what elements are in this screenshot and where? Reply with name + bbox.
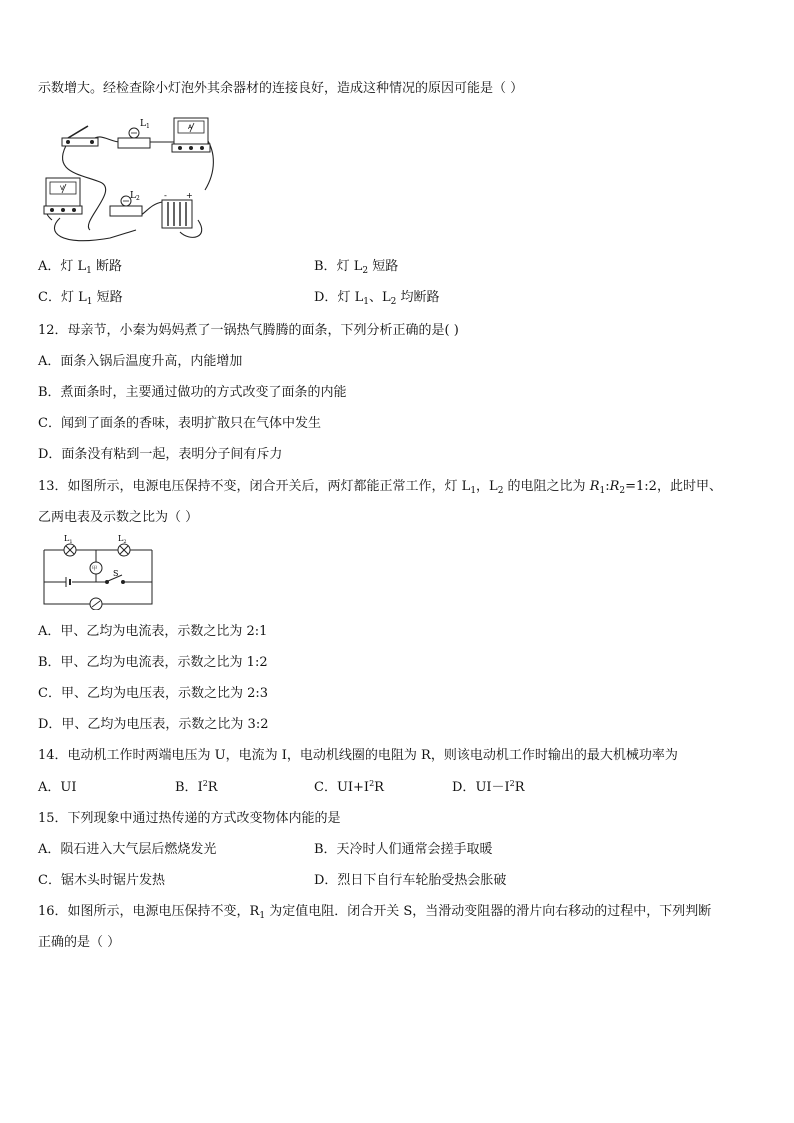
q12-option-c: C．闻到了面条的香味，表明扩散只在气体中发生 bbox=[38, 416, 321, 431]
q13-stem-line1: 13．如图所示，电源电压保持不变，闭合开关后，两灯都能正常工作，灯 $L_1$，$L_2$ 的电阻之比为 $R_1:R_2=1:2$，此时甲、 bbox=[38, 479, 722, 496]
battery-icon bbox=[162, 200, 192, 228]
q13-option-d: D．甲、乙均为电压表，示数之比为 3:2 bbox=[38, 717, 269, 732]
q14-option-d: D．$UI-I^2R$ bbox=[452, 779, 525, 795]
lamp-l1-icon bbox=[118, 128, 150, 148]
lamp-l1-icon bbox=[64, 544, 76, 556]
q13-option-b: B．甲、乙均为电流表，示数之比为 1:2 bbox=[38, 655, 268, 670]
battery-plus-label: + bbox=[186, 191, 193, 200]
wire bbox=[102, 550, 152, 604]
q15-stem: 15．下列现象中通过热传递的方式改变物体内能的是 bbox=[38, 811, 341, 826]
q15-option-a: A．陨石进入大气层后燃烧发光 bbox=[38, 842, 217, 857]
q12-option-d: D．面条没有粘到一起，表明分子间有斥力 bbox=[38, 447, 283, 462]
lamp-l2-icon bbox=[118, 544, 130, 556]
q13-option-a: A．甲、乙均为电流表，示数之比为 2:1 bbox=[38, 624, 268, 639]
wire bbox=[44, 550, 90, 604]
q11-option-a: A．灯 $L_1$ 断路 bbox=[38, 259, 123, 276]
voltmeter-label: V bbox=[60, 185, 65, 192]
q12-option-a: A．面条入锅后温度升高，内能增加 bbox=[38, 354, 243, 369]
q11-stem: 示数增大。经检查除小灯泡外其余器材的连接良好，造成这种情况的原因可能是（ ） bbox=[38, 81, 524, 96]
q15-option-d: D．烈日下自行车轮胎受热会胀破 bbox=[314, 873, 507, 888]
meter-jia-label: 甲 bbox=[92, 566, 98, 572]
q14-option-b: B．$I^2R$ bbox=[175, 779, 218, 795]
q11-option-c: C．灯 $L_1$ 短路 bbox=[38, 290, 123, 307]
switch-icon bbox=[62, 126, 98, 146]
q11-circuit-figure bbox=[40, 112, 220, 244]
q11-option-d: D．灯 $L_1$、$L_2$ 均断路 bbox=[314, 290, 440, 307]
battery-icon bbox=[66, 577, 70, 587]
q16-stem-line1: 16．如图所示，电源电压保持不变，$R_1$ 为定值电阻．闭合开关 S，当滑动变阻器的滑片向右移动的过程中，下列判断 bbox=[38, 904, 712, 921]
lamp-l1-label: $L_1$ bbox=[140, 119, 150, 130]
wire bbox=[54, 218, 136, 241]
lamp-l2-label: $L_2$ bbox=[130, 191, 140, 202]
q16-stem-line2: 正确的是（ ） bbox=[38, 935, 121, 950]
q14-stem: 14．电动机工作时两端电压为 U，电流为 I，电动机线圈的电阻为 R，则该电动机工作时输出的最大机械功率为 bbox=[38, 748, 678, 763]
lamp-l2-label: $L_2$ bbox=[118, 534, 127, 545]
switch-label: S bbox=[113, 569, 119, 578]
voltmeter-icon bbox=[44, 178, 82, 214]
q15-option-c: C．锯木头时锯片发热 bbox=[38, 873, 165, 888]
q12-option-b: B．煮面条时，主要通过做功的方式改变了面条的内能 bbox=[38, 385, 347, 400]
wire bbox=[140, 202, 162, 216]
meter-yi-icon bbox=[90, 598, 102, 610]
q12-stem: 12．母亲节，小秦为妈妈煮了一锅热气腾腾的面条，下列分析正确的是( ) bbox=[38, 323, 459, 338]
q13-circuit-figure bbox=[40, 534, 156, 610]
q13-option-c: C．甲、乙均为电压表，示数之比为 2:3 bbox=[38, 686, 269, 701]
q11-option-b: B．灯 $L_2$ 短路 bbox=[314, 259, 399, 276]
q15-option-b: B．天冷时人们通常会搓手取暖 bbox=[314, 842, 493, 857]
ammeter-label: A bbox=[188, 124, 193, 131]
q14-option-c: C．$UI+I^2R$ bbox=[314, 779, 384, 795]
q13-stem-line2: 乙两电表及示数之比为（ ） bbox=[38, 510, 199, 525]
q14-option-a: A．UI bbox=[38, 780, 77, 795]
lamp-l1-label: $L_1$ bbox=[64, 534, 73, 545]
battery-minus-label: - bbox=[164, 191, 167, 200]
